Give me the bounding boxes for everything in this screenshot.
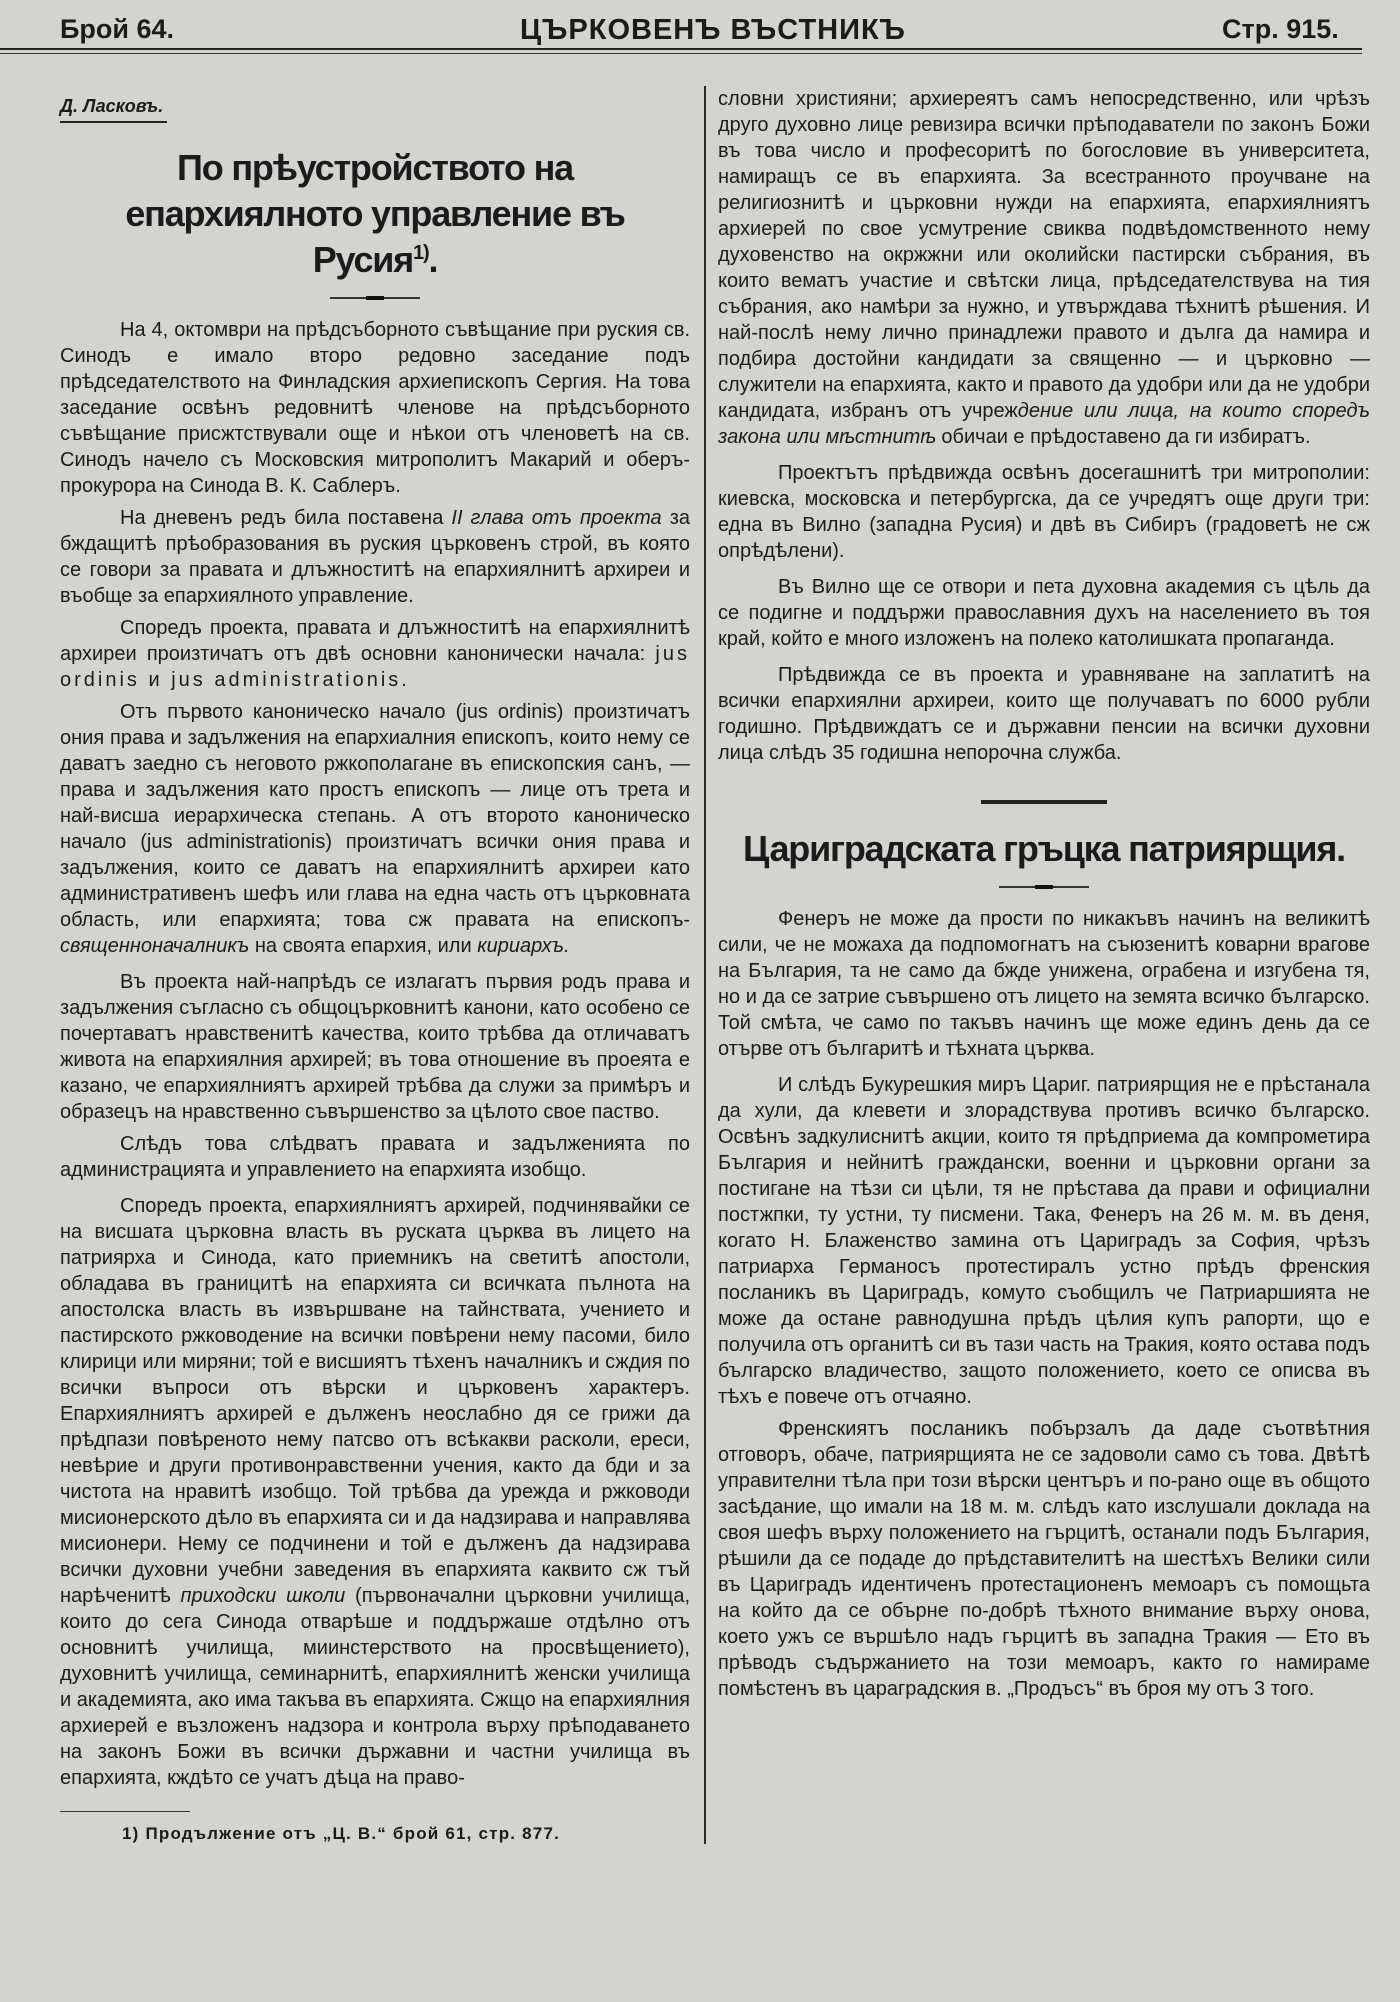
left-column-body [60, 317, 690, 1791]
right-column-top [718, 86, 1370, 766]
footnote-rule [60, 1811, 190, 1812]
article-title: Цариградската гръцка патриярщия. [743, 828, 1345, 869]
paragraph: Прѣдвижда се въ проекта и уравняване на заплатитѣ на всички епархиялни архиреи, които ще получаватъ по 6000 рубли годишно. Прѣдвиждатъ се и държавни пенсии на всички духовни лица слѣдъ 35 годишна непорочна служба. [718, 664, 1370, 764]
text: обичаи е прѣдоставено да ги избиратъ. [935, 426, 1311, 448]
paragraph [60, 699, 690, 959]
italic-text: дение или лица, на които споредъ закона или мѣстнитѣ [718, 400, 1370, 448]
paragraph [60, 1193, 690, 1791]
italic-text: священноначалникъ [60, 935, 250, 957]
page-number: Стр. 915. [1222, 14, 1339, 44]
paragraph: И слѣдъ Букурешкия миръ Цариг. патриярщия не е прѣстанала да хули, да клевети и злорадствува противъ всичко българско. Освѣнъ задкулиснитѣ акции, които тя прѣдприема да компрометира България и нейнитѣ граждански, военни и църковни органи за постигане на тѣзи си цѣли, тя не прѣстава да прави и официални постжпки, ту устни, ту писмени. Така, Фенеръ на 26 м. м. въ деня, когато Н. Блаженство замина отъ Цариградъ за София, чрѣзъ патриарха Германосъ протестиралъ устно прѣдъ френския посланикъ въ Цариградъ, комуто съобщилъ че Патриаршията не може да остане равнодушна прѣдъ цѣлия купъ рапорти, що е получила отъ органитѣ си въ тази часть на Тракия, която остава подъ българско владичество, защото положението, което се описва въ тѣхъ е повече отъ отчаяно. [718, 1074, 1370, 1408]
paragraph: На 4, октомври на прѣдсъборното съвѣщание при руския св. Синодъ е имало второ редовно заседание подъ прѣдседателството на Финладския архиепископъ Сергия. На това заседание освѣнъ редовнитѣ членове на прѣдсъборното съвѣщание присжтствували още и нѣкои отъ членоветѣ на св. Синодъ начело съ Московския митрополитъ Макарий и оберъ-прокурора на Синода В. К. Саблеръ. [60, 319, 690, 497]
article-title [60, 145, 690, 283]
italic-text: кириархъ. [477, 935, 570, 957]
text: На дневенъ редъ била поставена [120, 507, 452, 529]
issue-number: Брой 64. [60, 14, 175, 44]
left-column [60, 86, 704, 1844]
header-rule [0, 48, 1362, 50]
text: Споредъ проекта, епархиялниятъ архирей, подчинявайки се на висшата църковна власть въ руската църква въ лицето на патриярха и Синода, като приемникъ на светитѣ апостоли, обладава въ границитѣ на епархията си всичката пълнота на апостолска власть въ извършване на тайнствата, учението и пастирското ржководение на всички повѣрени нему пасоми, било клирици или миряни; той е висшиятъ тѣхенъ началникъ и сждия по всички въпроси отъ вѣрски и църковенъ характеръ. Епархиялниятъ архирей е дълженъ неослабно дя се грижи да прѣдпази повѣреното нему патсво отъ всѣкакви расколи, ереси, невѣрие и други противонравственни учения, както да бди и за чистота на нравитѣ изобщо. Той трѣбва да урежда и ржководи мисионерското дѣло въ епархията си и да надзирава и направлява мисионери. Нему се подчинени и той е дълженъ да надзирава всички духовни учебни заведения въ епархията каквито сж тъй нарѣченитѣ [60, 1195, 690, 1607]
paragraph: Въ проекта най-напрѣдъ се излагатъ първия родъ права и задължения съгласно съ общоцърковнитѣ канони, като особено се почертаватъ нравственитѣ качества, които трѣбва да отличаватъ живота на епархиялния архирей; въ това отношение въ проеята е казано, че епархиялниятъ архирей трѣбва да служи за примѣръ и образецъ на нравственно съвършенство за цѣлото свое паство. [60, 971, 690, 1123]
paragraph [718, 86, 1370, 450]
paragraph: Слѣдъ това слѣдватъ правата и задълженията по администрацията и управлението на епархията изобщо. [60, 1133, 690, 1181]
text: за бждащитѣ прѣобразования въ руския църковенъ строй, въ която се говори за правата и длъжноститѣ на епархиялнитѣ архиреи и въобще за епархиялното управление. [60, 507, 690, 607]
ornament-divider [999, 886, 1089, 888]
paragraph [60, 505, 690, 609]
paragraph: Фенеръ не може да прости по никакъвъ начинъ на великитѣ сили, че не можаха да подпомогнатъ на съюзенитѣ коварни врагове на България, та не само да бжде унижена, ограбена и изгубена тя, но и да се затрие съвършено отъ лицето на земята всичко българско. Той смѣта, че само по такъвъ начинъ ще може единъ день да се отърве отъ българитѣ и тѣхната църква. [718, 908, 1370, 1060]
paragraph: Проектътъ прѣдвижда освѣнъ досегашнитѣ три митрополии: киевска, московска и петербургска, да се учредятъ още други три: една въ Вилно (западна Русия) и двѣ въ Сибиръ (градоветѣ не сж опрѣдѣлени). [718, 462, 1370, 562]
article-title-text: По прѣустройството на епархиялното управление въ Русия [125, 147, 625, 280]
page-header [0, 0, 1400, 58]
text: (първоначални църковни училища, които до сега Синода отварѣше и поддържаше отдѣлно отъ основнитѣ училища, миинстерството на просвѣщението), духовнитѣ училища, семинарнитѣ, епархиялнитѣ женски училища и академията, ако има такъва въ епархията. Сжщо на епархиялния архиерей е възложенъ надзора и контрола върху прѣподаването на законъ Божи въ всички държавни и частни училища въ епархията, кждѣто се учатъ дѣца на право- [60, 1585, 690, 1789]
right-column-bottom [718, 906, 1370, 1702]
article-author: Д. Ласковъ. [60, 96, 167, 123]
latin-terms: jus ordinis и jus administrationis. [60, 643, 690, 691]
italic-text: приходски школи [180, 1585, 346, 1607]
footnote: 1) Продължение отъ „Ц. В.“ брой 61, стр. 877. [122, 1824, 561, 1843]
text: Отъ първото каноническо начало (jus ordinis) произтичатъ ония права и задължения на епархиалния епископъ, които нему се даватъ заедно съ неговото ржкополагане въ епископския санъ, — права и задължения като простъ епископъ — лице отъ трета и най-висша иерархическа степань. А отъ второто каноническо начало (jus administrationis) произтичатъ всички ония права и задължения, които се даватъ на епархиялнитѣ архиреи като административенъ шефъ или глава на една часть отъ църковната область, или епархията; това сж правата на епископъ- [60, 701, 690, 931]
section-separator [981, 800, 1107, 804]
paragraph [60, 615, 690, 693]
paragraph: Френскиятъ посланикъ побързалъ да даде съотвѣтния отговоръ, обаче, патриярщията не се задоволи само съ това. Двѣтѣ управителни тѣла при този вѣрски центъръ и по-рано още въ общото засѣдание, що имали на 18 м. м. слѣдъ като изслушали доклада на своя шефъ върху положението на гърцитѣ, останали подъ България, рѣшили да се подаде до прѣдставителитѣ на шестѣхъ Велики сили въ Цариградъ идентиченъ протестационенъ мемоаръ съ помощьта на който да се обърне по-добрѣ тѣхното внимание върху онова, което ужъ се вършѣло надъ гърцитѣ въ западна Тракия — Ето въ прѣводъ съдържанието на този мемоаръ, както го намираме помѣстенъ въ цараградския в. „Продъсъ“ въ броя му отъ 3 того. [718, 1418, 1370, 1700]
title-period: . [428, 239, 438, 280]
text: Споредъ проекта, правата и длъжноститѣ на епархиялнитѣ архиреи произтичатъ отъ двѣ основни канонически начала: [60, 617, 690, 665]
newspaper-masthead: ЦЪРКОВЕНЪ ВЪСТНИКЪ [520, 14, 906, 46]
footnote-marker: 1) [413, 242, 429, 264]
page-columns [0, 58, 1400, 1884]
paragraph: Въ Вилно ще се отвори и пета духовна академия съ цѣль да се подигне и поддържи православния духъ на населението въ тоя край, който е много изложенъ на полеко католишката пропаганда. [718, 576, 1370, 650]
ornament-divider [330, 297, 420, 299]
text: на своята епархия, или [249, 935, 478, 957]
right-column [704, 86, 1370, 1844]
text: словни християни; архиереятъ самъ непосредственно, или чрѣзъ друго духовно лице ревизира всички прѣподаватели по законъ Божи въ това число и професоритѣ по богословие въ университета, намиращъ се въ епархията. За всестранното проучване на религиознитѣ и църковни нужди на епархията, епархиялниятъ архиерей по свое усмутрение свиква подвѣдомственното нему духовенство на окржжни или околийски пастирски събрания, въ които вематъ участие и свѣтски лица, прѣдседателствува на тия събрания, ако намѣри за нужно, и утвърждава тѣхнитѣ рѣшения. И най-послѣ нему лично принадлежи правото и дълга да намира и подбира достойни кандидати за священно — и църковно — служители на епархията, както и правото да удобри или да не удобри кандидата, избранъ отъ учреж [718, 88, 1370, 422]
italic-text: II глава отъ проекта [451, 507, 662, 529]
header-rule-thin [0, 53, 1362, 54]
